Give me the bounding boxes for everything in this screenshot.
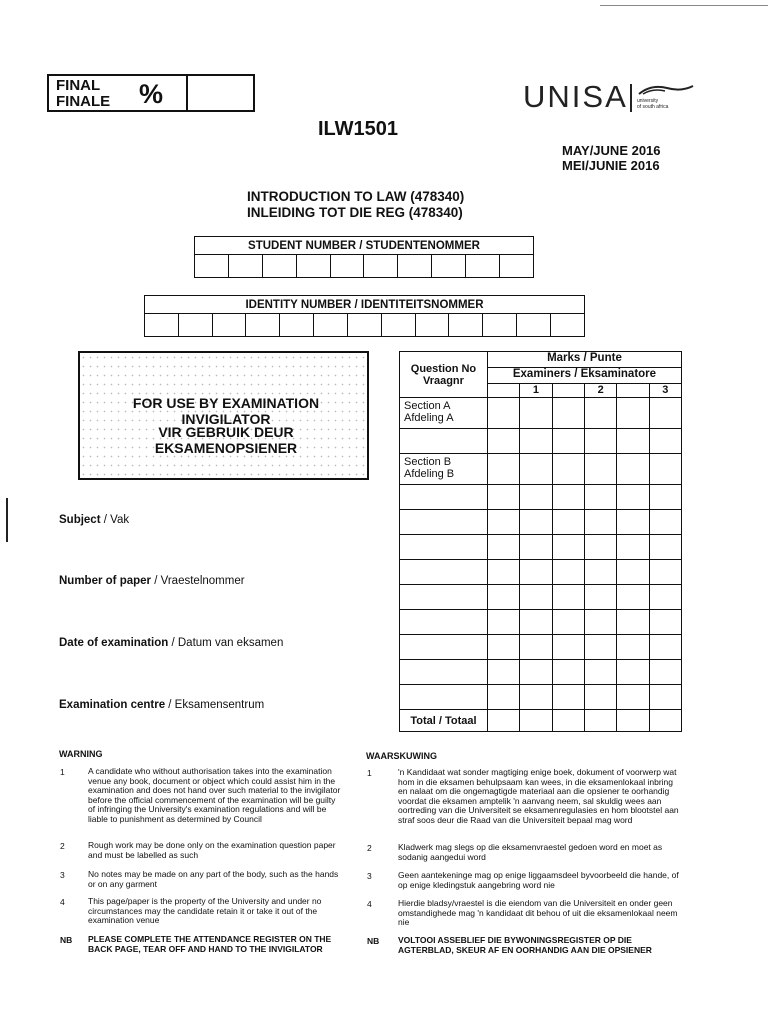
mark-cell[interactable] [617,635,649,660]
module-title-af: INLEIDING TOT DIE REG (478340) [247,205,463,220]
total-cell[interactable] [552,710,584,732]
warning-item-text: This page/paper is the property of the University and under no circumstances may the candidate retain it or take it out of the examination venue [88,896,322,925]
mark-cell[interactable] [649,510,681,535]
marks-header: Marks / Punte [487,352,681,368]
examiners-header: Examiners / Eksaminatore [487,368,681,384]
mark-cell[interactable] [584,660,616,685]
mark-cell[interactable] [552,429,584,454]
identity-number-label: IDENTITY NUMBER / IDENTITEITSNOMMER [145,296,585,314]
mark-cell[interactable] [584,685,616,710]
question-cell[interactable] [400,535,488,560]
exam-date-en: MAY/JUNE 2016 [562,143,661,158]
section-a-en: Section A [404,400,451,412]
mark-cell[interactable] [617,510,649,535]
mark-cell[interactable] [552,535,584,560]
subject-label-en: Subject [59,514,101,526]
mark-cell[interactable] [552,685,584,710]
warning-item-number: 2 [60,841,65,851]
identity-number-cell[interactable] [381,314,415,337]
identity-number-cell[interactable] [550,314,584,337]
waarskuwing-item-number: 4 [367,899,372,909]
warning-item-text: No notes may be made on any part of the body, such as the hands or on any garment [88,869,339,889]
logo-sub-line1: university [637,98,659,104]
mark-cell[interactable] [617,585,649,610]
student-number-label: STUDENT NUMBER / STUDENTENOMMER [195,237,534,255]
mark-cell[interactable] [584,610,616,635]
section-b-en: Section B [404,456,452,468]
subject-label-af: / Vak [103,514,130,526]
identity-number-cell[interactable] [246,314,280,337]
final-label-af: FINALE [56,93,111,110]
warning-item-number: NB [60,935,73,945]
student-number-cell[interactable] [330,255,364,278]
question-cell[interactable] [400,660,488,685]
final-mark-box [47,74,255,112]
question-cell[interactable] [400,610,488,635]
identity-number-cell[interactable] [280,314,314,337]
student-number-cell[interactable] [262,255,296,278]
mark-cell[interactable] [520,398,552,429]
student-number-cell[interactable] [499,255,533,278]
mark-cell[interactable] [552,585,584,610]
identity-number-cell[interactable] [145,314,179,337]
warning-item-number: 3 [60,870,65,880]
mark-cell[interactable] [649,610,681,635]
invigilator-label-en: FOR USE BY EXAMINATION INVIGILATOR [132,395,320,427]
student-number-cell[interactable] [228,255,262,278]
mark-cell[interactable] [552,560,584,585]
mark-cell[interactable] [552,635,584,660]
student-number-cell[interactable] [398,255,432,278]
waarskuwing-item-number: 2 [367,843,372,853]
mark-cell[interactable] [520,660,552,685]
mark-cell[interactable] [487,398,519,429]
total-cell[interactable] [617,710,649,732]
waarskuwing-heading: WAARSKUWING [366,751,437,761]
mark-cell[interactable] [649,635,681,660]
mark-cell[interactable] [487,610,519,635]
mark-cell[interactable] [520,585,552,610]
mark-cell[interactable] [617,429,649,454]
identity-number-cell[interactable] [178,314,212,337]
warning-item-text: Rough work may be done only on the examination question paper and must be labelled as such [88,840,336,860]
mark-cell[interactable] [520,429,552,454]
mark-cell[interactable] [520,560,552,585]
mark-cell[interactable] [617,685,649,710]
exam-centre-label-af: / Eksamensentrum [168,699,265,711]
scan-edge-mark [6,498,8,542]
section-b-label [400,454,488,485]
exam-date-field [59,637,283,649]
waarskuwing-item-text: Geen aantekeninge mag op enige liggaamsdeel byvoorbeeld die hande, of op enige kledingstuk aangebring word nie [398,870,679,890]
mark-cell[interactable] [520,610,552,635]
exam-date-label-af: / Datum van eksamen [171,637,284,649]
mark-cell[interactable] [617,610,649,635]
mark-cell[interactable] [487,560,519,585]
final-label-cell [49,76,188,110]
waarskuwing-item-text: 'n Kandidaat wat sonder magtiging enige boek, dokument of voorwerp wat hom in die eksamen behulpsaam kan wees, in die eksamenlokaal inbring en nalaat om die ongemagtigde materiaal aan die opsiener te oorhandig voordat die eksamen amptelik 'n aanvang neem, sal skuldig wees aan oortreding van die Universiteit se eksamenregulasies en hom blootstel aan straf soos deur die Raad van die Universiteit bepaal mag word [398,767,679,825]
waarskuwing-item-text: VOLTOOI ASSEBLIEF DIE BYWONINGSREGISTER OP DIE AGTERBLAD, SKEUR AF EN OORHANDIG AAN DIE OPSIENER [398,935,652,955]
mark-cell[interactable] [552,510,584,535]
identity-number-grid [144,295,585,337]
exam-centre-field [59,699,264,711]
question-cell[interactable] [400,510,488,535]
exam-date-af: MEI/JUNIE 2016 [562,158,660,173]
marks-table [399,351,682,732]
question-header-af: Vraagnr [422,374,464,387]
exam-date-label-en: Date of examination [59,637,169,649]
identity-number-cell[interactable] [449,314,483,337]
course-code: ILW1501 [318,118,399,140]
exam-centre-label-en: Examination centre [59,699,166,711]
total-cell[interactable] [487,710,519,732]
mark-cell[interactable] [649,585,681,610]
mark-cell[interactable] [584,510,616,535]
subject-field [59,514,129,526]
mark-cell[interactable] [552,398,584,429]
mark-cell[interactable] [552,485,584,510]
mark-cell[interactable] [487,585,519,610]
examiner-3-header [617,384,649,398]
mark-cell[interactable] [584,635,616,660]
percent-symbol: % [139,79,164,109]
mark-cell[interactable] [617,560,649,585]
student-number-cell[interactable] [466,255,500,278]
mark-cell[interactable] [649,454,681,485]
mark-cell[interactable] [520,535,552,560]
question-header-en: Question No [410,362,477,375]
mark-cell[interactable] [584,454,616,485]
mark-cell[interactable] [487,535,519,560]
mark-cell[interactable] [552,454,584,485]
mark-cell[interactable] [520,454,552,485]
question-cell[interactable] [400,685,488,710]
waarskuwing-item-text: Hierdie bladsy/vraestel is die eiendom van die Universiteit en onder geen omstandighede mag 'n kandidaat dit behou of uit die eksamenlokaal neem nie [398,898,678,927]
student-number-cell[interactable] [432,255,466,278]
mark-cell[interactable] [520,635,552,660]
examiner-1-label: 1 [520,384,552,398]
mark-cell[interactable] [584,398,616,429]
mark-cell[interactable] [487,660,519,685]
examiner-1-header [487,384,519,398]
mark-cell[interactable] [487,510,519,535]
paper-number-field [59,575,245,587]
paper-number-label-af: / Vraestelnommer [154,575,245,587]
student-number-grid [194,236,534,278]
question-cell[interactable] [400,635,488,660]
mark-cell[interactable] [520,685,552,710]
warning-item-text: A candidate who without authorisation takes into the examination venue any book, document or object which could assist him in the examination and does not hand over such material to the invigilator before the official commencement of the examination will be guilty of infringing the University's examination regulations and will be liable to punishment as determined by Council [88,766,341,824]
question-cell[interactable] [400,429,488,454]
invigilator-label-af: VIR GEBRUIK DEUR EKSAMENOPSIENER [154,424,298,456]
logo-emblem-icon [637,82,695,96]
section-a-af: Afdeling A [404,412,454,424]
mark-cell[interactable] [617,660,649,685]
module-title-en: INTRODUCTION TO LAW (478340) [247,189,465,204]
identity-number-cell[interactable] [314,314,348,337]
mark-cell[interactable] [649,485,681,510]
mark-cell[interactable] [584,485,616,510]
mark-cell[interactable] [649,685,681,710]
unisa-logo [523,80,693,114]
waarskuwing-item-number: 1 [367,768,372,778]
student-number-cell[interactable] [296,255,330,278]
paper-number-label-en: Number of paper [59,575,152,587]
mark-cell[interactable] [487,429,519,454]
warning-item-number: 1 [60,767,65,777]
mark-cell[interactable] [649,535,681,560]
identity-number-cell[interactable] [347,314,381,337]
mark-cell[interactable] [649,660,681,685]
mark-cell[interactable] [617,398,649,429]
identity-number-cell[interactable] [483,314,517,337]
mark-cell[interactable] [617,535,649,560]
question-number-header [400,352,488,398]
mark-cell[interactable] [584,429,616,454]
warning-item-number: 4 [60,897,65,907]
mark-cell[interactable] [487,485,519,510]
mark-cell[interactable] [584,560,616,585]
waarskuwing-item-text: Kladwerk mag slegs op die eksamenvraestel gedoen word en moet as sodanig aangedui word [398,842,663,862]
mark-cell[interactable] [520,485,552,510]
final-label-en: FINAL [56,77,101,94]
student-number-cell[interactable] [364,255,398,278]
question-cell[interactable] [400,485,488,510]
identity-number-cell[interactable] [517,314,551,337]
mark-cell[interactable] [617,454,649,485]
mark-cell[interactable] [584,585,616,610]
question-cell[interactable] [400,585,488,610]
mark-cell[interactable] [487,454,519,485]
warning-item-text: PLEASE COMPLETE THE ATTENDANCE REGISTER ON THE BACK PAGE, TEAR OFF AND HAND TO THE INVIGILATOR [88,934,332,954]
total-cell[interactable] [649,710,681,732]
section-a-label [400,398,488,429]
mark-cell[interactable] [649,398,681,429]
mark-cell[interactable] [552,610,584,635]
waarskuwing-item-number: 3 [367,871,372,881]
question-cell[interactable] [400,560,488,585]
examiner-2-label: 2 [584,384,616,398]
identity-number-cell[interactable] [415,314,449,337]
logo-sub-line2: of south africa [637,104,669,110]
logo-wordmark: UNISA [523,79,628,114]
mark-cell[interactable] [649,429,681,454]
total-cell[interactable] [520,710,552,732]
mark-cell[interactable] [584,535,616,560]
section-b-af: Afdeling B [404,468,455,480]
examiner-3-label: 3 [649,384,681,398]
mark-cell[interactable] [520,510,552,535]
logo-divider [630,84,632,112]
logo-subtitle [637,98,697,110]
identity-number-cell[interactable] [212,314,246,337]
total-label: Total / Totaal [400,710,488,732]
mark-cell[interactable] [487,685,519,710]
warning-heading: WARNING [59,749,103,759]
mark-cell[interactable] [617,485,649,510]
total-cell[interactable] [584,710,616,732]
top-edge-line [600,5,768,6]
waarskuwing-item-number: NB [367,936,380,946]
mark-cell[interactable] [487,635,519,660]
mark-cell[interactable] [552,660,584,685]
invigilator-box [78,351,369,480]
examiner-2-header [552,384,584,398]
student-number-cell[interactable] [195,255,229,278]
mark-cell[interactable] [649,560,681,585]
